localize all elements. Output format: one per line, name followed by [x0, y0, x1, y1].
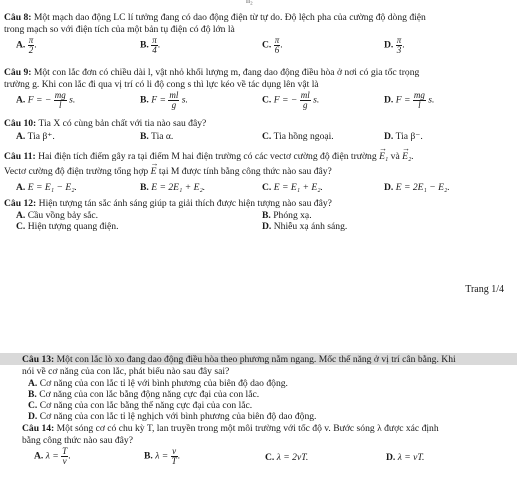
q13-option-d[interactable]: D. Cơ năng của con lắc tỉ lệ nghịch với bình phương của biên độ dao động. [28, 411, 317, 422]
q8-option-c[interactable]: C. $\frac{\pi}{6}$ . [262, 35, 283, 55]
question-11-label: Câu 11: [4, 151, 36, 162]
q9-option-b[interactable]: B. F = $\frac{ml}{g}$ s. [140, 90, 188, 110]
q12-option-a[interactable]: A. Cầu vồng bảy sắc. [16, 210, 99, 221]
question-8-text-1: Một mạch dao động LC lí tưởng đang có dao động điện từ tự do. Độ lệch pha của cường độ dòng điện [33, 12, 426, 23]
top-fragment: n₂ [246, 0, 253, 5]
question-12-text: Hiện tượng tán sắc ánh sáng giúp ta giải thích được hiện tượng nào sau đây? [38, 198, 332, 209]
question-13 [22, 354, 456, 365]
question-13-text-1: Một con lắc lò xo đang dao động điều hòa theo phương nằm ngang. Mốc thế năng ở vị trí cân bằng. Khi [56, 354, 456, 365]
question-10 [4, 118, 206, 129]
q8-option-b[interactable]: B. $\frac{\pi}{4}$ . [140, 35, 161, 55]
question-9-label: Câu 9: [4, 67, 32, 78]
question-9-text-2: trường g. Khi con lắc đi qua vị trí có li độ cong s thì lực kéo về tác dụng lên vật là [4, 79, 319, 90]
q14-option-a[interactable]: A. λ = $\frac{T}{v}$ . [34, 446, 71, 466]
q11-option-b[interactable]: B. E = 2E₁ + E₂. [140, 182, 206, 193]
q10-option-d[interactable]: D. Tia β⁻. [384, 131, 423, 142]
q11-option-a[interactable]: A. E = E₁ − E₂. [16, 182, 77, 193]
vector-e1: → E₁ [379, 151, 388, 162]
q12-option-b[interactable]: B. Phóng xạ. [262, 210, 312, 221]
question-12-label: Câu 12: [4, 198, 37, 209]
q11-option-d[interactable]: D. E = 2E₁ − E₂. [384, 182, 450, 193]
vector-e: → E [151, 166, 157, 177]
question-11: Câu 11: Hai điện tích điểm gây ra tại điểm M hai điện trường có các vectơ cường độ điện trường → E₁ và → E₂. [4, 151, 414, 162]
question-14 [22, 423, 439, 434]
question-13-text-2: nói về cơ năng của con lắc, phát biểu nào sau đây sai? [22, 366, 230, 377]
question-8-text-2: trong mạch so với điện tích của một bản tụ điện có độ lớn là [4, 24, 235, 35]
question-14-text-1: Một sóng cơ có chu kỳ T, lan truyền trong một môi trường với tốc độ v. Bước sóng λ được xác định [56, 423, 439, 434]
question-9-text-1: Một con lắc đơn có chiều dài l, vật nhỏ khối lượng m, đang dao động điều hòa ở nơi có gia tốc trọng [33, 67, 420, 78]
q8-option-d[interactable]: D. $\frac{\pi}{3}$ . [384, 35, 405, 55]
question-12 [4, 198, 332, 209]
question-10-text: Tia X có cùng bản chất với tia nào sau đây? [38, 118, 207, 129]
q13-option-a[interactable]: A. Cơ năng của con lắc tỉ lệ với bình phương của biên độ dao động. [28, 378, 288, 389]
q11-option-c[interactable]: C. E = E₁ + E₂. [262, 182, 323, 193]
question-10-label: Câu 10: [4, 118, 37, 129]
q13-option-c[interactable]: C. Cơ năng của con lắc bằng thế năng cực đại của con lắc. [28, 400, 253, 411]
question-9 [4, 67, 419, 78]
q14-option-b[interactable]: B. λ = $\frac{v}{T}$ . [144, 446, 181, 466]
exam-page-2 [0, 354, 517, 486]
q14-option-c[interactable]: C. λ = 2vT. [265, 452, 309, 463]
q9-option-d[interactable]: D. F = $\frac{mg}{l}$ s. [384, 90, 435, 110]
question-14-text-2: bằng công thức nào sau đây? [22, 435, 133, 446]
q8-option-a[interactable]: A. $\frac{\pi}{2}$ . [16, 35, 37, 55]
question-13-label: Câu 13: [22, 354, 55, 365]
question-8 [4, 12, 426, 23]
question-11-text-1: Hai điện tích điểm gây ra tại điểm M hai điện trường có các vectơ cường độ điện trường [38, 151, 377, 162]
vector-e2: → E₂. [402, 151, 414, 162]
q9-option-c[interactable]: C. F = − $\frac{ml}{g}$ s. [262, 90, 320, 110]
q10-option-b[interactable]: B. Tia α. [140, 131, 174, 142]
q12-option-d[interactable]: D. Nhiễu xạ ánh sáng. [262, 221, 348, 232]
page-number: Trang 1/4 [465, 284, 504, 295]
q13-option-b[interactable]: B. Cơ năng của con lắc bằng động năng cực đại của con lắc. [28, 389, 260, 400]
q12-option-c[interactable]: C. Hiện tượng quang điện. [16, 221, 119, 232]
q9-option-a[interactable]: A. F = − $\frac{mg}{l}$ s. [16, 90, 76, 110]
q14-option-d[interactable]: D. λ = vT. [386, 452, 425, 463]
q10-option-a[interactable]: A. Tia β⁺. [16, 131, 55, 142]
question-8-label: Câu 8: [4, 12, 32, 23]
question-11-line-2: Vectơ cường độ điện trường tổng hợp → E tại M được tính bằng công thức nào sau đây? [4, 166, 332, 177]
q10-option-c[interactable]: C. Tia hồng ngoại. [262, 131, 334, 142]
question-14-label: Câu 14: [22, 423, 55, 434]
